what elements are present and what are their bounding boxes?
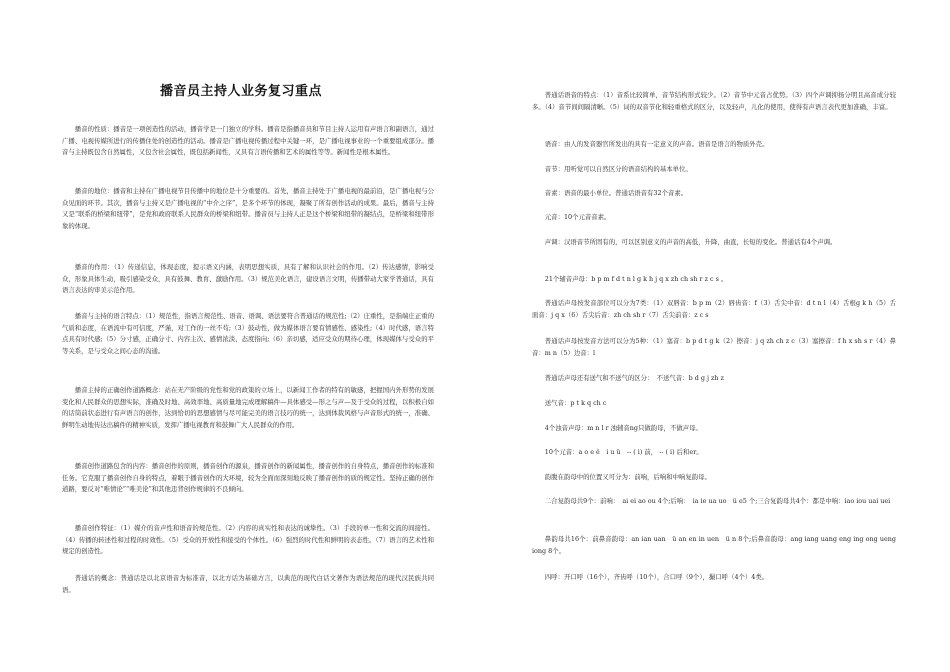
- paragraph-aspirated: 送气音：p t k q ch c: [544, 399, 607, 407]
- paragraph-phonetics: 语音：由人的发音器官所发出的具有一定意义的声音。语音是语言的物质外壳。: [544, 140, 769, 148]
- paragraph-diphthongs: 二合复韵母共9个：前响： ai ei ao ou 4个;后响： ia ie ua uo ü e5 个;三合复韵母共4个：都是中响：iao iou uai uei: [544, 497, 891, 505]
- paragraph-syllable: 音节：用听觉可以自然区分的语音结构的基本单位。: [544, 165, 692, 173]
- paragraph-creative-features: 播音创作特征：（1）媒介的音声性和语音的规范性。（2）内容的真实性和表达的诚挚性。（3）手段的单一性和交流的间接性。（4）传播的转述性和过程的时效性。（5）受众的开放性和接受的个体性。（6）强烈的时代性和鲜明的表态性。（7）语言的艺术性和规定的创造性。: [62, 524, 434, 556]
- paragraph-four-hu: 四呼：开口呼（16个），齐齿呼（10个），合口呼（9个），撮口呼（4个）4类。: [544, 573, 769, 581]
- paragraph-creative-path-content: 播音创作道路包含的内容：播音创作的原则，播音创作的源泉，播音创作的新闻属性，播音创作的自身特点，播音创作的标准和任务。它克服了播音创作自身的特点，着眼于播音创作的大环境，较为全面而深刻地反映了播音创作的质的规定性。坚持正确的创作道路，要反对“唯情论”“唯美论”和其他违背创作规律的不良倾向。: [62, 462, 434, 494]
- paragraph-nasal-finals: 鼻韵母共16个：前鼻音韵母：an ian uan ü an en in uen ü n 8个;后鼻音韵母：ang iang uang eng ing ong ueng iong 8个。: [532, 535, 896, 555]
- paragraph-creative-path-concept: 播音主持的正确创作道路概念：站在无产阶级的党性和党的政策的立场上，以新闻工作者的特有的敏感，把握国内外形势的发展变化和人民群众的思想实际，准确及时地、高效率地、高质量地完成理解稿件—具体感受—形之与声—及于受众的过程，以积极自如的话筒前状态进行有声语言的创作，达到恰切的思想感情与尽可能完美的语言技巧的统一，达到体裁风格与声音形式的统一，准确、鲜明生动地传达出稿件的精神实质，发挥广播电视教育和鼓舞广大人民群众的作用。: [62, 386, 434, 429]
- paragraph-putonghua-features: 普通话语音的特点：（1）音系比较简单，音节结构形式较少。（2）音节中元音占优势。（3）四个声调抑扬分明且高音成分较多。（4）音节间间隔清晰。（5）词的双音节化和轻重格式的区分，以及轻声，儿化的使用，使得有声语言表代更加准确，丰富。: [532, 91, 896, 111]
- paragraph-broadcast-role: 播音的作用：（1）传递信息，体现态度，提示语义内涵，表明思想实质，具有了解和认识社会的作用。（2）传达感情，影响受众，形象具体生动，吸引感染受众，具有鼓舞、教育、激励作用。（3）规范美化语言，建设语言文明，传播带动大家学普通话，具有语言表达的审美示范作用。: [62, 263, 434, 295]
- page-title: 播音员主持人业务复习重点: [160, 84, 323, 99]
- paragraph-phoneme: 音素：语音的最小单位。普通话语音有32个音素。: [544, 189, 688, 197]
- paragraph-initials: 21个辅音声母：b p m f d t n l g k h j q x zh ch sh r z c s 。: [544, 275, 728, 283]
- paragraph-aspiration: 普通话声母还有送气和不送气的区分： 不送气音：b d g j zh z: [544, 374, 724, 382]
- paragraph-putonghua-concept: 普通话的概念：普通话是以北京语音为标准音，以北方话为基础方言，以典范的现代白话文著作为语法规范的现代汉民族共同语。: [62, 574, 434, 594]
- paragraph-initials-place: 普通话声母按发音部位可以分为7类：（1）双唇音：b p m（2）唇齿音：f（3）舌尖中音：d t n l（4）舌根g k h（5）舌面音：j q x（6）舌尖后音：zh ch sh r（7）舌尖前音：z c s: [532, 299, 896, 319]
- paragraph-voiced-initials: 4个浊音声母：m n l r 浊辅音ng只做韵母，不做声母。: [544, 424, 702, 432]
- paragraph-initials-manner: 普通话声母按发音方法可以分为5种：（1）塞音：b p d t g k（2）擦音：j q zh ch z c（3）塞擦音：f h x sh s r（4）鼻音：m n（5）边音：l: [532, 337, 896, 357]
- paragraph-vowel: 元音：10个元音音素。: [544, 213, 611, 221]
- paragraph-broadcast-nature: 播音的性质：播音是一项创造性的活动，播音学是一门独立的学科。播音是指播音员和节目主持人运用有声语言和副语言，通过广播、电视传媒所进行的传播住处的创造性的活动。播音是广播电视传播过程中关键一环，是广播电视事业的一个重要组成部分。播音与主持既包含自然属性，又包含社会属性，既包括新闻性，又具有言语传播和艺术的属性等等。新闻性是根本属性。: [62, 125, 434, 157]
- paragraph-broadcast-status: 播音的地位：播音和主持在广播电视节目传播中的地位是十分重要的。首先，播音主持处于广播电视的最前沿，是广播电视与公众见面的环节。其次，播音与主持又是广播电视的“中介之序”，是多个环节的体现，凝聚了所有创作活动的成果。最后，播音与主持又是“联系的桥梁和纽带”，是党和政府联系人民群众的桥梁和纽带。播音员与主持人正是这个桥梁和纽带的凝结点，是桥梁和纽带形象的体现。: [62, 187, 434, 230]
- paragraph-tone: 声调：汉语音节所固有的，可以区别意义的声音的高低，升降，曲直，长短的变化。普通话有4个声调。: [544, 238, 837, 246]
- paragraph-language-features: 播音与主持的语言特点：（1）规范性，指语言规范性、语音、语调、语法要符合普通话的规范性;（2）庄重性，是指端庄正重的气质和态度，在语流中有可信度，严谨，对工作的一丝不苟;（3）鼓动性，做为媒体语言要有情感性、感染性;（4）时代感，语言特点具有时代感;（5）分寸感，正确分寸、内容主次、感情浓淡、态度指向;（6）亲切感，适应受众的期待心理，体现媒体与受众的平等关系，是与受众之间心态的沟通。: [62, 312, 434, 355]
- paragraph-compound-finals: 韵腹在韵母中的位置又可分为：前响，后响和中响复韵母。: [544, 473, 711, 481]
- paragraph-ten-vowels: 10个元音：a o e ê i u ü -- ( i) 前， -- ( i) 后和er。: [544, 448, 703, 456]
